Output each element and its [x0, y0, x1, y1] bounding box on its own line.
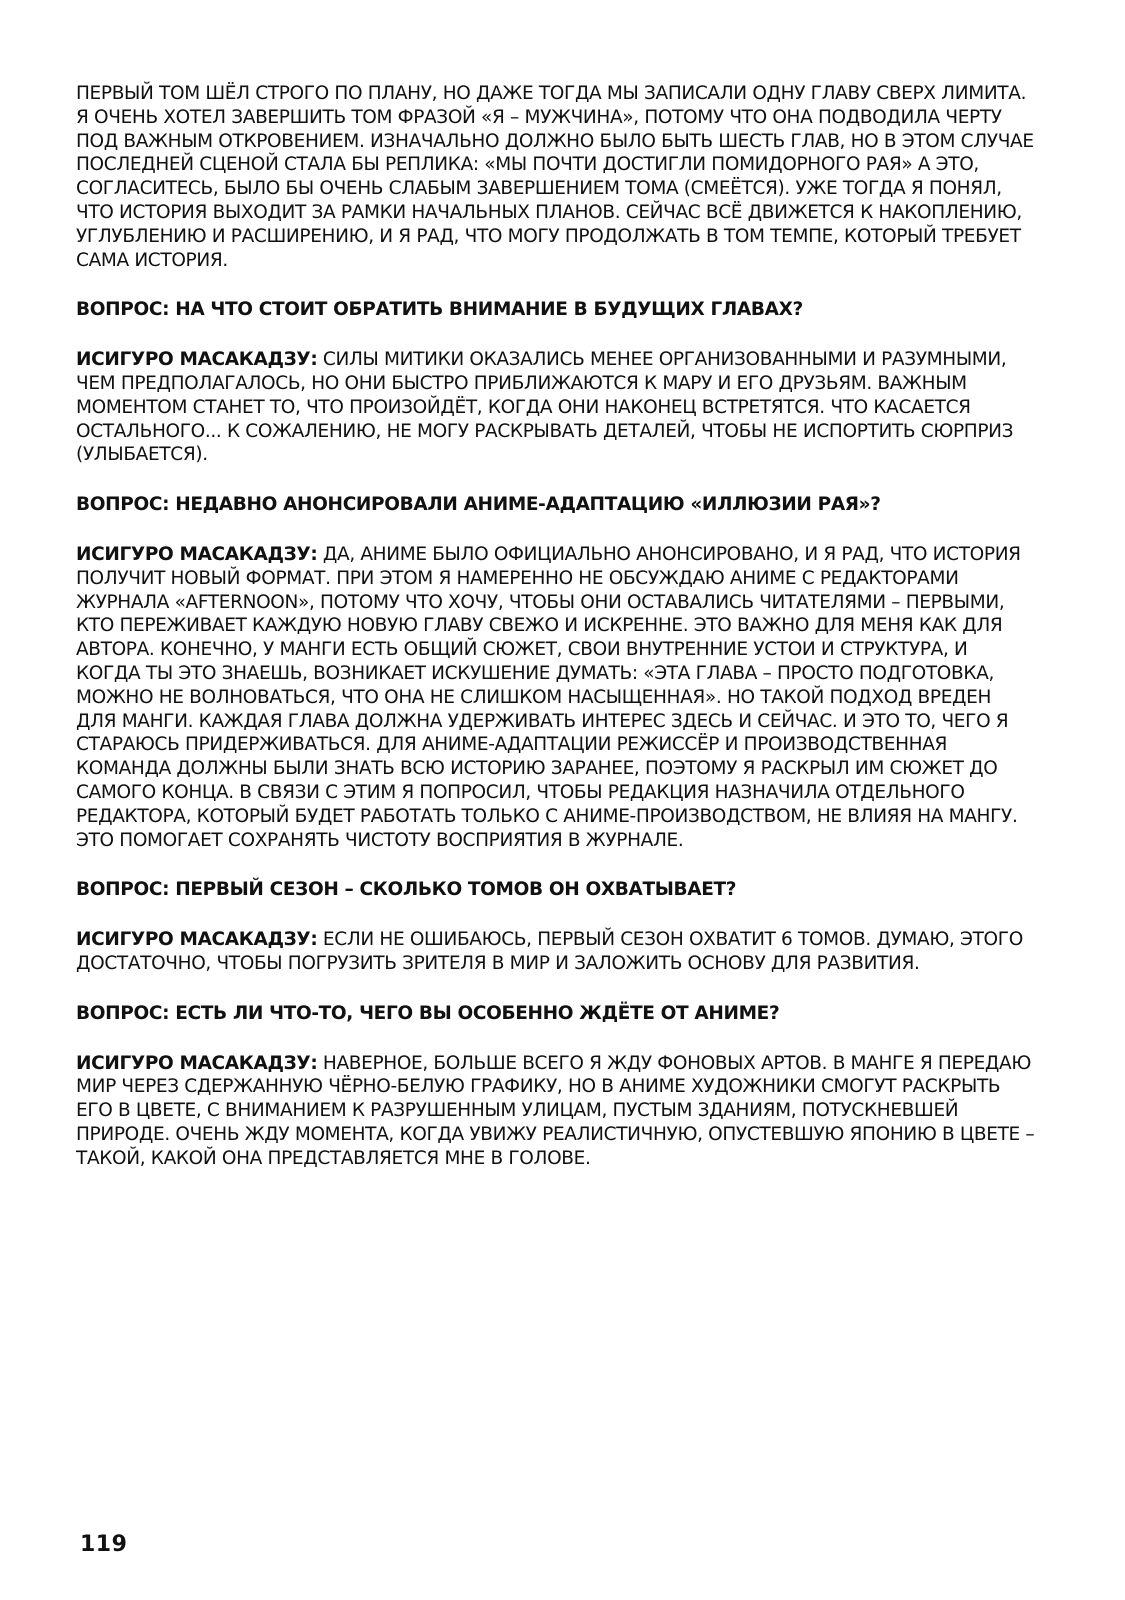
intro-paragraph: ПЕРВЫЙ ТОМ ШЁЛ СТРОГО ПО ПЛАНУ, НО ДАЖЕ ТОГДА МЫ ЗАПИСАЛИ ОДНУ ГЛАВУ СВЕРХ ЛИМИТА. Я ОЧЕНЬ ХОТЕЛ ЗАВЕРШИТЬ ТОМ ФРАЗОЙ «Я – МУЖЧИНА», ПОТОМУ ЧТО ОНА ПОДВОДИЛА ЧЕРТУ ПОД ВАЖНЫМ ОТКРОВЕНИЕМ. ИЗНАЧАЛЬНО ДОЛЖНО БЫЛО БЫТЬ ШЕСТЬ ГЛАВ, НО В ЭТОМ СЛУЧАЕ ПОСЛЕДНЕЙ СЦЕНОЙ СТАЛА БЫ РЕПЛИКА: «МЫ ПОЧТИ ДОСТИГЛИ ПОМИДОРНОГО РАЯ» А ЭТО, СОГЛАСИТЕСЬ, БЫЛО БЫ ОЧЕНЬ СЛАБЫМ ЗАВЕРШЕНИЕМ ТОМА (СМЕЁТСЯ). УЖЕ ТОГДА Я ПОНЯЛ, ЧТО ИСТОРИЯ ВЫХОДИТ ЗА РАМКИ НАЧАЛЬНЫХ ПЛАНОВ. СЕЙЧАС ВСЁ ДВИЖЕТСЯ К НАКОПЛЕНИЮ, УГЛУБЛЕНИЮ И РАСШИРЕНИЮ, И Я РАД, ЧТО МОГУ ПРОДОЛЖАТЬ В ТОМ ТЕМПЕ, КОТОРЫЙ ТРЕБУЕТ САМА ИСТОРИЯ. — [76, 83, 1034, 271]
answer-2-text: ДА, АНИМЕ БЫЛО ОФИЦИАЛЬНО АНОНСИРОВАНО, И Я РАД, ЧТО ИСТОРИЯ ПОЛУЧИТ НОВЫЙ ФОРМАТ. ПРИ ЭТОМ Я НАМЕРЕННО НЕ ОБСУЖДАЮ АНИМЕ С РЕДАКТОРАМИ ЖУРНАЛА «AFTERNOON», ПОТОМУ ЧТО ХОЧУ, ЧТОБЫ ОНИ ОСТАВАЛИСЬ ЧИТАТЕЛЯМИ – ПЕРВЫМИ, КТО ПЕРЕЖИВАЕТ КАЖДУЮ НОВУЮ ГЛАВУ СВЕЖО И ИСКРЕННЕ. ЭТО ВАЖНО ДЛЯ МЕНЯ КАК ДЛЯ АВТОРА. КОНЕЧНО, У МАНГИ ЕСТЬ ОБЩИЙ СЮЖЕТ, СВОИ ВНУТРЕННИЕ УСТОИ И СТРУКТУРА, И КОГДА ТЫ ЭТО ЗНАЕШЬ, ВОЗНИКАЕТ ИСКУШЕНИЕ ДУМАТЬ: «ЭТА ГЛАВА – ПРОСТО ПОДГОТОВКА, МОЖНО НЕ ВОЛНОВАТЬСЯ, ЧТО ОНА НЕ СЛИШКОМ НАСЫЩЕННАЯ». НО ТАКОЙ ПОДХОД ВРЕДЕН ДЛЯ МАНГИ. КАЖДАЯ ГЛАВА ДОЛЖНА УДЕРЖИВАТЬ ИНТЕРЕС ЗДЕСЬ И СЕЙЧАС. И ЭТО ТО, ЧЕГО Я СТАРАЮСЬ ПРИДЕРЖИВАТЬСЯ. ДЛЯ АНИМЕ-АДАПТАЦИИ РЕЖИССЁР И ПРОИЗВОДСТВЕННАЯ КОМАНДА ДОЛЖНЫ БЫЛИ ЗНАТЬ ВСЮ ИСТОРИЮ ЗАРАНЕЕ, ПОЭТОМУ Я РАСКРЫЛ ИМ СЮЖЕТ ДО САМОГО КОНЦА. В СВЯЗИ С ЭТИМ Я ПОПРОСИЛ, ЧТОБЫ РЕДАКЦИЯ НАЗНАЧИЛА ОТДЕЛЬНОГО РЕДАКТОРА, КОТОРЫЙ БУДЕТ РАБОТАТЬ ТОЛЬКО С АНИМЕ-ПРОИЗВОДСТВОМ, НЕ ВЛИЯЯ НА МАНГУ. ЭТО ПОМОГАЕТ СОХРАНЯТЬ ЧИСТОТУ ВОСПРИЯТИЯ В ЖУРНАЛЕ. — [76, 543, 1021, 851]
answer-1-text: СИЛЫ МИТИКИ ОКАЗАЛИСЬ МЕНЕЕ ОРГАНИЗОВАННЫМИ И РАЗУМНЫМИ, ЧЕМ ПРЕДПОЛАГАЛОСЬ, НО ОНИ БЫСТРО ПРИБЛИЖАЮТСЯ К МАРУ И ЕГО ДРУЗЬЯМ. ВАЖНЫМ МОМЕНТОМ СТАНЕТ ТО, ЧТО ПРОИЗОЙДЁТ, КОГДА ОНИ НАКОНЕЦ ВСТРЕТЯТСЯ. ЧТО КАСАЕТСЯ ОСТАЛЬНОГО... К СОЖАЛЕНИЮ, НЕ МОГУ РАСКРЫВАТЬ ДЕТАЛЕЙ, ЧТОБЫ НЕ ИСПОРТИТЬ СЮРПРИЗ (УЛЫБАЕТСЯ). — [76, 349, 1014, 466]
answer-3-text: ЕСЛИ НЕ ОШИБАЮСЬ, ПЕРВЫЙ СЕЗОН ОХВАТИТ 6 ТОМОВ. ДУМАЮ, ЭТОГО ДОСТАТОЧНО, ЧТОБЫ ПОГРУЗИТЬ ЗРИТЕЛЯ В МИР И ЗАЛОЖИТЬ ОСНОВУ ДЛЯ РАЗВИТИЯ. — [76, 929, 1023, 974]
interview-text — [76, 82, 1036, 1196]
speaker-label: ИСИГУРО МАСАКАДЗУ: — [76, 929, 318, 951]
question-4: ВОПРОС: ЕСТЬ ЛИ ЧТО-ТО, ЧЕГО ВЫ ОСОБЕННО ЖДЁТЕ ОТ АНИМЕ? — [76, 1002, 780, 1024]
question-3: ВОПРОС: ПЕРВЫЙ СЕЗОН – СКОЛЬКО ТОМОВ ОН ОХВАТЫВАЕТ? — [76, 879, 737, 901]
answer-1 — [76, 348, 1036, 467]
answer-4-text: НАВЕРНОЕ, БОЛЬШЕ ВСЕГО Я ЖДУ ФОНОВЫХ АРТОВ. В МАНГЕ Я ПЕРЕДАЮ МИР ЧЕРЕЗ СДЕРЖАННУЮ ЧЁРНО-БЕЛУЮ ГРАФИКУ, НО В АНИМЕ ХУДОЖНИКИ СМОГУТ РАСКРЫТЬ ЕГО В ЦВЕТЕ, С ВНИМАНИЕМ К РАЗРУШЕННЫМ УЛИЦАМ, ПУСТЫМ ЗДАНИЯМ, ПОТУСКНЕВШЕЙ ПРИРОДЕ. ОЧЕНЬ ЖДУ МОМЕНТА, КОГДА УВИЖУ РЕАЛИСТИЧНУЮ, ОПУСТЕВШУЮ ЯПОНИЮ В ЦВЕТЕ – ТАКОЙ, КАКОЙ ОНА ПРЕДСТАВЛЯЕТСЯ МНЕ В ГОЛОВЕ. — [76, 1052, 1035, 1169]
speaker-label: ИСИГУРО МАСАКАДЗУ: — [76, 543, 318, 565]
answer-3 — [76, 928, 1036, 976]
question-2: ВОПРОС: НЕДАВНО АНОНСИРОВАЛИ АНИМЕ-АДАПТАЦИЮ «ИЛЛЮЗИИ РАЯ»? — [76, 494, 881, 516]
page-number: 119 — [80, 1532, 128, 1557]
speaker-label: ИСИГУРО МАСАКАДЗУ: — [76, 349, 318, 371]
speaker-label: ИСИГУРО МАСАКАДЗУ: — [76, 1052, 318, 1074]
answer-2 — [76, 543, 1036, 852]
answer-4 — [76, 1052, 1036, 1171]
question-1: ВОПРОС: НА ЧТО СТОИТ ОБРАТИТЬ ВНИМАНИЕ В БУДУЩИХ ГЛАВАХ? — [76, 299, 803, 321]
